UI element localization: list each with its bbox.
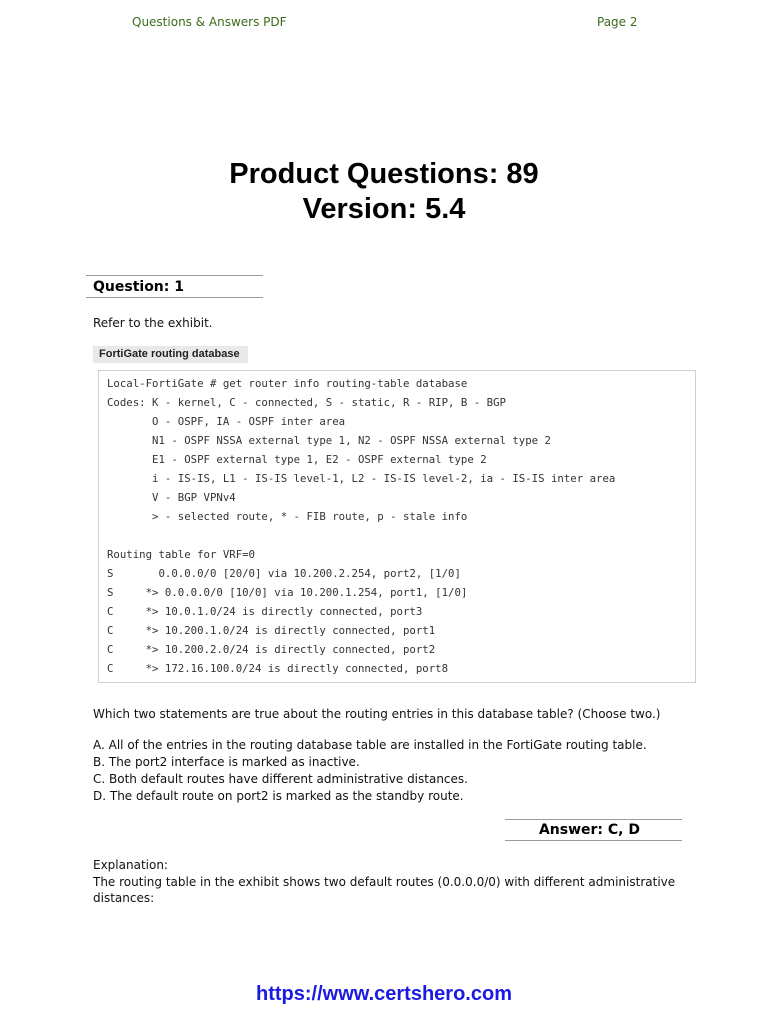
question-header	[86, 275, 263, 298]
cli-line: S 0.0.0.0/0 [20/0] via 10.200.2.254, port2, [1/0]	[107, 567, 461, 580]
cli-line: N1 - OSPF NSSA external type 1, N2 - OSPF NSSA external type 2	[107, 434, 551, 447]
answer-box	[505, 819, 682, 841]
option-b: B. The port2 interface is marked as inactive.	[93, 755, 360, 769]
cli-line: C *> 172.16.100.0/24 is directly connected, port8	[107, 662, 449, 675]
cli-line: > - selected route, * - FIB route, p - stale info	[107, 510, 468, 523]
question-label: Question: 1	[93, 279, 184, 295]
answer-label: Answer: C, D	[538, 822, 640, 838]
cli-line: S *> 0.0.0.0/0 [10/0] via 10.200.1.254, port1, [1/0]	[107, 586, 468, 599]
option-c: C. Both default routes have different administrative distances.	[93, 772, 468, 786]
cli-line: Codes: K - kernel, C - connected, S - static, R - RIP, B - BGP	[107, 396, 506, 409]
cli-line: Routing table for VRF=0	[107, 548, 255, 561]
question-intro: Refer to the exhibit.	[93, 316, 213, 330]
option-a: A. All of the entries in the routing database table are installed in the FortiGate routing table.	[93, 738, 647, 752]
version-title: Version: 5.4	[302, 193, 466, 225]
cli-line: V - BGP VPNv4	[107, 491, 236, 504]
cli-line: O - OSPF, IA - OSPF inter area	[107, 415, 346, 428]
cli-line: C *> 10.0.1.0/24 is directly connected, port3	[107, 605, 423, 618]
header-page-number: Page 2	[597, 15, 638, 29]
explanation-text: The routing table in the exhibit shows two default routes (0.0.0.0/0) with different administrative	[93, 875, 676, 889]
cli-line: E1 - OSPF external type 1, E2 - OSPF external type 2	[107, 453, 487, 466]
footer-website-link[interactable]: https://www.certshero.com	[256, 983, 512, 1005]
cli-line: C *> 10.200.2.0/24 is directly connected, port2	[107, 643, 436, 656]
option-d: D. The default route on port2 is marked as the standby route.	[93, 789, 464, 803]
cli-line: i - IS-IS, L1 - IS-IS level-1, L2 - IS-IS level-2, ia - IS-IS inter area	[107, 472, 616, 485]
header-doc-title: Questions & Answers PDF	[132, 15, 287, 29]
cli-line: Local-FortiGate # get router info routing-table database	[107, 377, 468, 390]
explanation-text-cont: distances:	[93, 891, 155, 905]
exhibit-title: FortiGate routing database	[93, 346, 248, 363]
question-prompt: Which two statements are true about the routing entries in this database table? (Choose two.)	[93, 707, 661, 721]
cli-line: C *> 10.200.1.0/24 is directly connected, port1	[107, 624, 436, 637]
answer-options	[93, 737, 647, 805]
exhibit-cli-output	[98, 370, 696, 683]
explanation-label: Explanation:	[93, 858, 168, 872]
product-questions-title: Product Questions: 89	[229, 158, 539, 190]
